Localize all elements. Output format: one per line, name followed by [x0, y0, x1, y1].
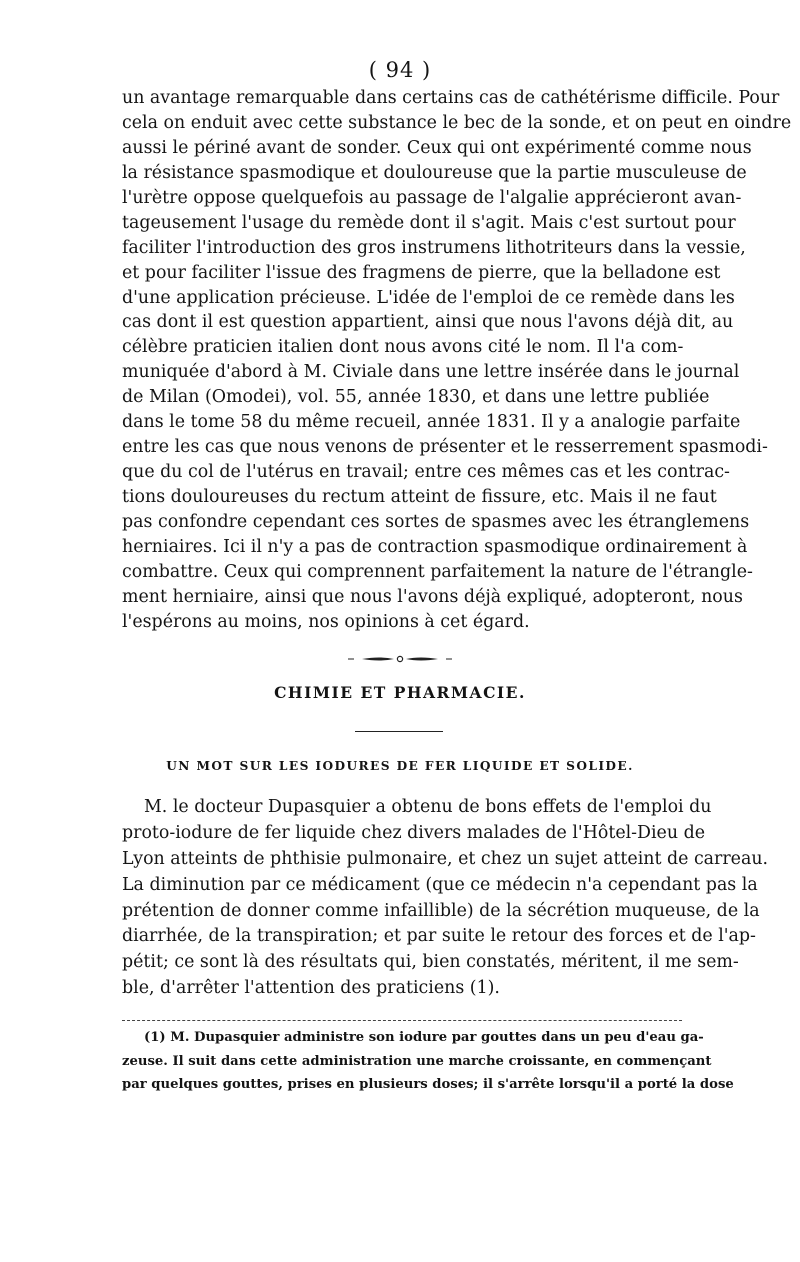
body-line: muniquée d'abord à M. Civiale dans une lettre insérée dans le journal	[122, 362, 740, 383]
body-line: combattre. Ceux qui comprennent parfaitement la nature de l'étrangle-	[122, 561, 753, 582]
body-line: de Milan (Omodei), vol. 55, année 1830, et dans une lettre publiée	[122, 387, 710, 408]
body-line: herniaires. Ici il n'y a pas de contraction spasmodique ordinairement à	[122, 536, 748, 557]
body-line: pas confondre cependant ces sortes de spasmes avec les étranglemens	[122, 511, 750, 532]
article-line: proto-iodure de fer liquide chez divers malades de l'Hôtel-Dieu de	[122, 822, 706, 843]
section-ornament	[340, 650, 460, 668]
article-text	[122, 795, 769, 1002]
article-line: prétention de donner comme infaillible) de la sécrétion muqueuse, de la	[122, 900, 760, 921]
body-line: que du col de l'utérus en travail; entre ces mêmes cas et les contrac-	[122, 462, 730, 483]
article-line: diarrhée, de la transpiration; et par suite le retour des forces et de l'ap-	[122, 926, 756, 947]
article-line: pétit; ce sont là des résultats qui, bien constatés, méritent, il me sem-	[122, 952, 739, 973]
body-line: et pour faciliter l'issue des fragmens de pierre, que la belladone est	[122, 262, 721, 283]
title-divider	[355, 731, 443, 732]
body-line: l'urètre oppose quelquefois au passage de l'algalie apprécieront avan-	[122, 187, 742, 208]
body-line: célèbre praticien italien dont nous avons cité le nom. Il l'a com-	[122, 337, 684, 358]
article-line: M. le docteur Dupasquier a obtenu de bons effets de l'emploi du	[144, 797, 712, 817]
body-line: tions douloureuses du rectum atteint de fissure, etc. Mais il ne faut	[122, 487, 717, 507]
article-line: ble, d'arrêter l'attention des praticiens (1).	[122, 978, 500, 999]
body-line: entre les cas que nous venons de présenter et le resserrement spasmodi-	[122, 437, 768, 458]
body-line: faciliter l'introduction des gros instrumens lithotriteurs dans la vessie,	[122, 237, 746, 258]
body-line: la résistance spasmodique et douloureuse que la partie musculeuse de	[122, 162, 747, 183]
footnote-line: (1) M. Dupasquier administre son iodure par gouttes dans un peu d'eau ga-	[144, 1030, 704, 1045]
article-line: La diminution par ce médicament (que ce médecin n'a cependant pas la	[122, 874, 758, 895]
article-line: Lyon atteints de phthisie pulmonaire, et chez un sujet atteint de carreau.	[122, 848, 769, 869]
body-line: aussi le périné avant de sonder. Ceux qui ont expérimenté comme nous	[122, 137, 752, 158]
footnote-line: par quelques gouttes, prises en plusieurs doses; il s'arrête lorsqu'il a porté la dose	[122, 1077, 734, 1092]
body-line: ment herniaire, ainsi que nous l'avons déjà expliqué, adopteront, nous	[122, 586, 743, 607]
section-title: CHIMIE ET PHARMACIE.	[274, 683, 526, 702]
article-title: UN MOT SUR LES IODURES DE FER LIQUIDE ET SOLIDE.	[166, 759, 634, 773]
body-line: cas dont il est question appartient, ainsi que nous l'avons déjà dit, au	[122, 312, 734, 333]
footnote-divider	[122, 1020, 682, 1021]
body-line: d'une application précieuse. L'idée de l'emploi de ce remède dans les	[122, 287, 735, 308]
footnote	[122, 1026, 734, 1097]
footnote-line: zeuse. Il suit dans cette administration une marche croissante, en commençant	[122, 1053, 712, 1069]
page-number: ( 94 )	[368, 58, 432, 82]
body-line: dans le tome 58 du même recueil, année 1831. Il y a analogie parfaite	[122, 412, 741, 433]
body-line: l'espérons au moins, nos opinions à cet égard.	[122, 611, 530, 632]
body-line: cela on enduit avec cette substance le bec de la sonde, et on peut en oindre	[122, 112, 792, 133]
body-line: un avantage remarquable dans certains cas de cathétérisme difficile. Pour	[122, 88, 780, 108]
body-text	[122, 86, 792, 635]
body-line: tageusement l'usage du remède dont il s'agit. Mais c'est surtout pour	[122, 212, 736, 233]
